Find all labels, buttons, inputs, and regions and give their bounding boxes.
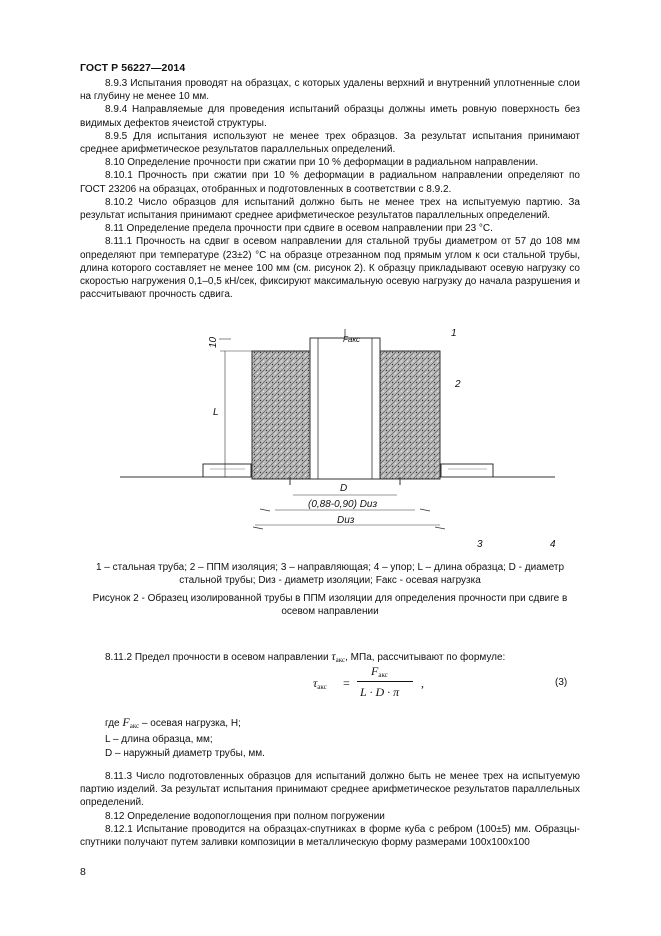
- label-10: 10: [208, 336, 219, 348]
- paragraph-8-12-1: 8.12.1 Испытание проводится на образцах-спутниках в форме куба с ребром (100±5) мм. Образцы-спутники получают путем заливки композиции в металлическую форму размерами 100х100х100: [80, 823, 580, 849]
- formula-intro-after: , МПа, рассчитывают по формуле:: [345, 652, 506, 663]
- paragraph-8-11: 8.11 Определение предела прочности при сдвиге в осевом направлении при 23 °С.: [105, 223, 493, 235]
- label-D: D: [340, 483, 348, 494]
- steel-pipe: [310, 338, 380, 479]
- formula-equals: =: [343, 676, 350, 690]
- label-force: Fакс: [343, 335, 361, 344]
- figure-legend: 1 – стальная труба; 2 – ППМ изоляция; 3 – направляющая; 4 – упор; L – длина образца; D - диаметр стальной трубы; Dиз - диаметр изоляции; Fакс - осевая нагрузка: [95, 562, 565, 586]
- def-L: L – длина образца, мм;: [105, 734, 213, 745]
- formula-lhs: $\tau_{акс}$: [313, 676, 327, 691]
- figure-2: [115, 327, 575, 557]
- document-header: ГОСТ Р 56227—2014: [80, 62, 186, 74]
- fraction-bar: [357, 681, 413, 682]
- equation-number: (3): [555, 677, 568, 688]
- def-F: где $F_{акс}$ – осевая нагрузка, Н;: [105, 715, 241, 730]
- label-2: 2: [455, 379, 461, 390]
- formula-comma: ,: [421, 676, 424, 690]
- tau-symbol: τ: [331, 649, 336, 663]
- formula-denominator: L · D · π: [360, 685, 400, 699]
- guide-right: [441, 464, 493, 477]
- formula-numerator: $F_{акс}$: [371, 664, 388, 679]
- paragraph-8-12: 8.12 Определение водопоглощения при полном погружении: [105, 810, 385, 822]
- text-block-top: [80, 77, 580, 301]
- def-D: D – наружный диаметр трубы, мм.: [105, 748, 265, 759]
- paragraph-8-11-1: 8.11.1 Прочность на сдвиг в осевом направлении для стальной трубы диаметром от 57 до 108 мм определяют при температуре (23±2) °С на образце отрезанном под прямым углом к оси стальной трубы, длина которого составляет не менее 100 мм (см. рисунок 2). К образцу прикладывают осевую нагрузку со скоростью нагружения 0,1–0,5 кН/сек, фиксируют максимальную осевую нагрузку до начала разрушения и рассчитывают прочность сдвига.: [80, 236, 580, 301]
- label-4: 4: [550, 539, 556, 550]
- guide-left: [203, 464, 251, 477]
- formula-intro: [105, 649, 505, 664]
- label-1: 1: [451, 328, 457, 339]
- tau-subscript: акс: [335, 656, 346, 664]
- formula-definitions: [105, 715, 265, 761]
- label-ratio: (0,88-0,90) Dиз: [308, 499, 378, 510]
- paragraph-8-9-4: 8.9.4 Направляемые для проведения испытаний образцы должны иметь ровную поверхность без видимых дефектов ячеистой структуры.: [80, 104, 580, 129]
- label-L: L: [213, 407, 219, 418]
- label-Diz: Dиз: [337, 515, 355, 526]
- paragraph-8-10-1: 8.10.1 Прочность при сжатии при 10 % деформации в радиальном направлении определяют по ГОСТ 23206 на образцах, отобранных и подготовленных в соответствии с 8.9.2.: [80, 170, 580, 195]
- formula-intro-before: 8.11.2 Предел прочности в осевом направлении: [105, 652, 329, 663]
- paragraph-8-9-5: 8.9.5 Для испытания используют не менее трех образцов. За результат испытания принимают среднее арифметическое результатов параллельных определений.: [80, 130, 580, 156]
- figure-caption: Рисунок 2 - Образец изолированной трубы в ППМ изоляции для определения прочности при сдвиге в осевом направлении: [92, 593, 568, 617]
- paragraph-8-10-2: 8.10.2 Число образцов для испытаний должно быть не менее трех на испытуемую партию. За результат испытания принимают среднее арифметическое результатов параллельных определений.: [80, 196, 580, 222]
- text-block-bottom: [80, 770, 580, 849]
- formula-3: [313, 664, 433, 704]
- paragraph-8-9-3: 8.9.3 Испытания проводят на образцах, с которых удалены верхний и внутренний уплотненные слои на глубину не менее 10 мм.: [80, 78, 580, 103]
- paragraph-8-11-3: 8.11.3 Число подготовленных образцов для испытаний должно быть не менее трех на испытуемую партию изделий. За результат испытания принимают среднее арифметическое результатов параллельных определений.: [80, 771, 580, 809]
- paragraph-8-10: 8.10 Определение прочности при сжатии при 10 % деформации в радиальном направлении.: [105, 157, 539, 169]
- page-number: 8: [80, 866, 86, 878]
- label-3: 3: [477, 539, 483, 550]
